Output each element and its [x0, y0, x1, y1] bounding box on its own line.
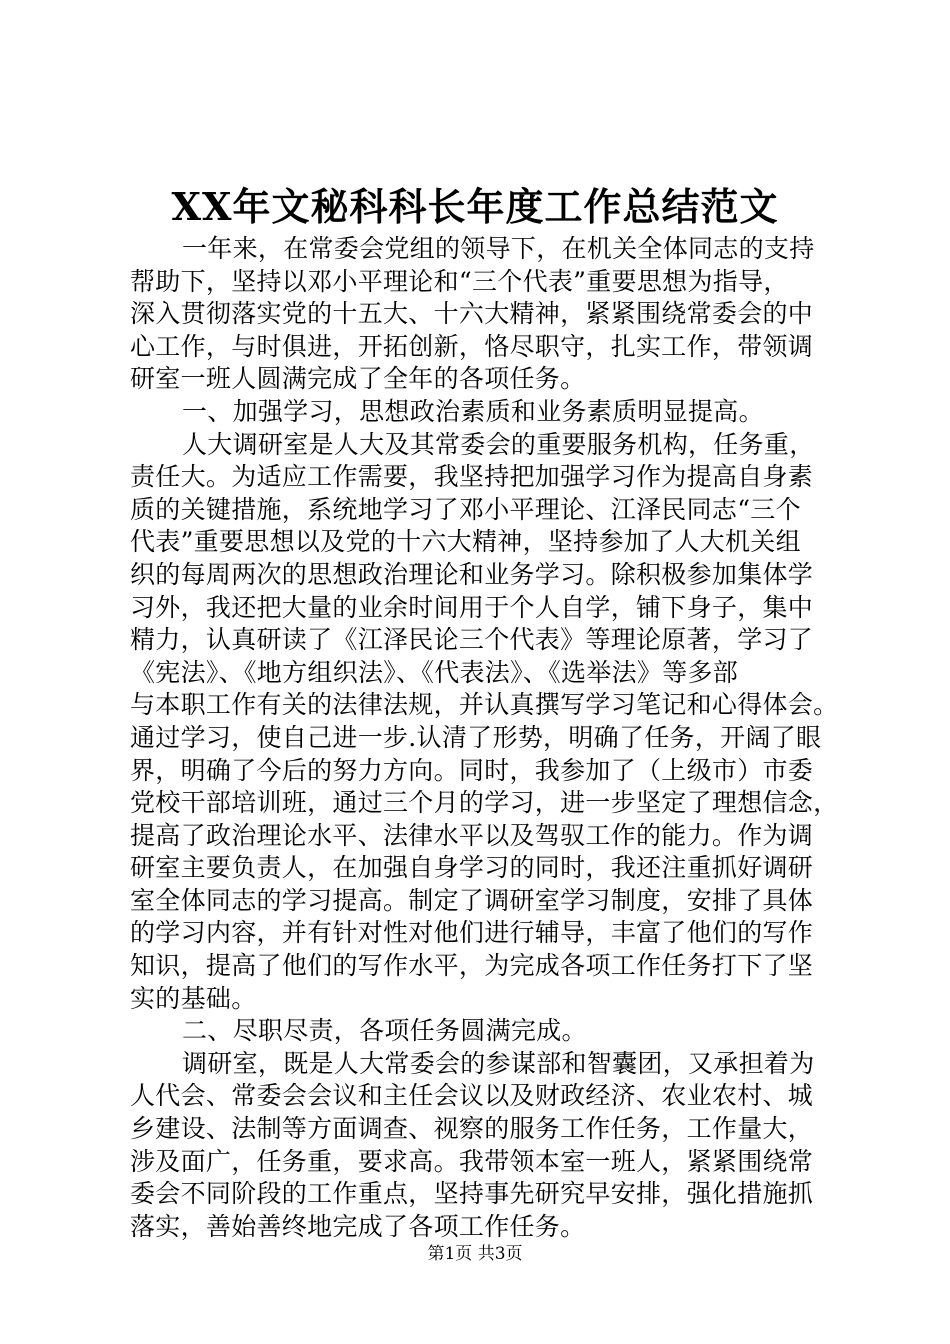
text-line: 研室主要负责人，在加强自身学习的同时，我还注重抓好调研 — [130, 853, 814, 883]
text-line: 通过学习，使自己进一步.认清了形势，明确了任务，开阔了眼 — [130, 722, 822, 752]
text-line: 委会不同阶段的工作重点，坚持事先研究早安排，强化措施抓 — [130, 1179, 814, 1209]
text-line: 调研室，既是人大常委会的参谋部和智囊团，又承担着为 — [182, 1048, 815, 1078]
text-line: 责任大。为适应工作需要，我坚持把加强学习作为提高自身素 — [130, 462, 814, 492]
text-line: 界，明确了今后的努力方向。同时，我参加了（上级市）市委 — [130, 755, 814, 785]
text-line: 帮助下，坚持以邓小平理论和“三个代表”重要思想为指导， — [130, 266, 789, 296]
text-line: 《宪法》、《地方组织法》、《代表法》、《选举法》等多部 — [130, 657, 739, 687]
text-line: 习外，我还把大量的业余时间用于个人自学，铺下身子，集中 — [130, 592, 814, 622]
text-line: 的学习内容，并有针对性对他们进行辅导，丰富了他们的写作 — [130, 918, 814, 948]
text-line: 一年来，在常委会党组的领导下，在机关全体同志的支持 — [182, 234, 815, 263]
text-line: 乡建设、法制等方面调查、视察的服务工作任务，工作量大， — [130, 1114, 814, 1144]
text-line: 知识，提高了他们的写作水平，为完成各项工作任务打下了坚 — [130, 951, 814, 981]
text-line: 二、尽职尽责，各项任务圆满完成。 — [182, 1016, 587, 1046]
text-line: 室全体同志的学习提高。制定了调研室学习制度，安排了具体 — [130, 885, 814, 915]
text-line: 研室一班人圆满完成了全年的各项任务。 — [130, 364, 586, 394]
text-line: 人大调研室是人大及其常委会的重要服务机构，任务重， — [182, 429, 815, 459]
text-line: 提高了政治理论水平、法律水平以及驾驭工作的能力。作为调 — [130, 820, 814, 850]
text-line: 一、加强学习，思想政治素质和业务素质明显提高。 — [182, 396, 764, 426]
text-line: 党校干部培训班，通过三个月的学习，进一步坚定了理想信念， — [130, 788, 839, 818]
text-line: 涉及面广，任务重，要求高。我带领本室一班人，紧紧围绕常 — [130, 1146, 814, 1176]
document-body — [130, 233, 839, 1243]
text-line: 质的关键措施，系统地学习了邓小平理论、江泽民同志“三个 — [130, 494, 801, 524]
text-line: 心工作，与时俱进，开拓创新，恪尽职守，扎实工作，带领调 — [130, 331, 814, 361]
page-footer: 第1页 共3页 — [427, 1244, 523, 1264]
text-line: 代表”重要思想以及党的十六大精神，坚持参加了人大机关组 — [130, 527, 801, 557]
text-line: 织的每周两次的思想政治理论和业务学习。除积极参加集体学 — [130, 559, 814, 589]
text-line: 与本职工作有关的法律法规，并认真撰写学习笔记和心得体会。 — [130, 690, 839, 720]
text-line: 精力，认真研读了《江泽民论三个代表》等理论原著，学习了 — [130, 625, 814, 655]
text-line: 实的基础。 — [130, 983, 257, 1013]
text-line: 深入贯彻落实党的十五大、十六大精神，紧紧围绕常委会的中 — [130, 299, 814, 329]
text-line: 落实，善始善终地完成了各项工作任务。 — [130, 1211, 586, 1241]
document-title: XX年文秘科科长年度工作总结范文 — [171, 184, 779, 229]
text-line: 人代会、常委会会议和主任会议以及财政经济、农业农村、城 — [130, 1081, 814, 1111]
